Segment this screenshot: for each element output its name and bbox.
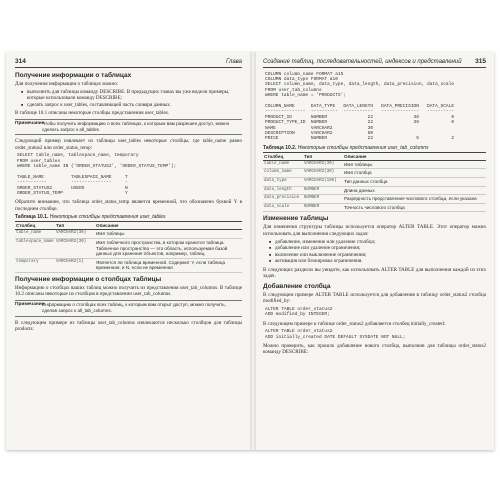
running-header-left: [15, 58, 242, 68]
paragraph: Следующий пример извлекает из таблицы user_tables некоторые столбцы, где table_name равно order_status2 или order_status_temp:: [15, 138, 242, 151]
page-number: 315: [475, 58, 486, 65]
code-listing: COLUMN column_name FORMAT a15 COLUMN data_type FORMAT a10 SELECT column_name, data_type, data_length, data_precision, data_scale FROM user_tab_columns WHERE table_name = 'PRODUCTS'; COLUMN_NAME DATA_TYPE DATA_LENGTH DATA_PRECISION DATA_SCALE --------------- ---------- ----------- -------------- ---------- PRODUCT_ID NUMBER 22 38 0 PRODUCT_TYPE_ID NUMBER 22 38 0 NAME VARCHAR2 30 DESCRIPTION VARCHAR2 50 PRICE NUMBER 22 5 2: [265, 71, 455, 142]
note-box: [15, 119, 242, 136]
note-label: Примечание: [15, 302, 45, 308]
bullet-item: ■ добавление, изменение или удаление столбца;: [269, 239, 486, 246]
bullet-list: [21, 89, 242, 109]
paragraph: Для изменения структуры таблицы используется оператор ALTER TABLE. Этот оператор можно использовать для выполнения следующих задач:: [263, 224, 486, 237]
page-number: 314: [15, 58, 26, 65]
table-row: [263, 186, 486, 195]
table-cell: VARCHAR2(30): [55, 230, 95, 239]
table-cell: Точность числового столбца: [343, 203, 486, 212]
table-cell: tablespace_name: [15, 238, 55, 258]
table-row: [263, 177, 486, 186]
table-row: [15, 230, 242, 239]
section-heading: Изменение таблицы: [263, 215, 329, 223]
table-header-cell: Описание: [343, 152, 486, 160]
table-cell: data_type: [263, 177, 303, 186]
paragraph: В таблице 10.1 описаны некоторые столбцы представления user_tables.: [15, 110, 170, 116]
table-cell: table_name: [15, 230, 55, 239]
table-cell: column_name: [263, 169, 303, 178]
paragraph: Можно проверить, как прошло добавление нового столбца, выполнив для таблицы order_status2 команду DESCRIBE:: [263, 342, 486, 356]
section-heading: Получение информации о таблицах: [15, 71, 132, 79]
table-cell: Тип данных столбца: [343, 177, 486, 186]
table-caption-number: Таблица 10.1.: [15, 214, 49, 221]
table-cell: data_length: [263, 186, 303, 195]
paragraph: Информацию о столбцах ваших таблиц можно получить из представления user_tab_columns. В таблице 10.2 описаны некоторые из столбцов в представлении user_tab_columns.: [15, 284, 242, 298]
table-cell: Имя табличного пространства, в котором хранится таблица. Табличное пространство — это область, используемая базой данных для хранения объектов, например, таблиц.: [95, 238, 242, 258]
columns-table: [15, 221, 242, 273]
table-header-cell: Тип: [303, 152, 343, 160]
table-cell: data_scale: [263, 203, 303, 212]
note-text: Информацию о столбцах всех таблиц, к которым вам открыт доступ, можно получить, сделав запрос к all_tab_columns.: [42, 302, 226, 314]
table-cell: NUMBER: [303, 186, 343, 195]
table-row: [263, 160, 486, 169]
code-listing: ALTER TABLE order_status2 ADD initially_created DATE DEFAULT SYSDATE NOT NULL;: [265, 329, 406, 340]
table-caption-text: Некоторые столбцы представления user_tables: [49, 214, 166, 221]
paragraph: В следующих разделах вы увидите, как использовать ALTER TABLE для выполнения каждой из этих задач.: [263, 266, 486, 280]
columns-table: [263, 152, 486, 213]
table-header-row: [263, 152, 486, 160]
bullet-item: ■ сделать запрос к user_tables, составляющей часть словаря данных.: [21, 102, 242, 109]
table-cell: data_precision: [263, 195, 303, 204]
bullet-item: ■ выполнить для таблицы команду DESCRIBE. В предыдущих главах вы уже видели примеры, которые использовали команду DESCRIBE;: [21, 89, 242, 102]
table-header-cell: Тип: [55, 222, 95, 230]
paragraph: В следующем примере к таблице order_status2 добавляется столбец initially_created:: [263, 320, 446, 327]
right-page: [256, 52, 494, 450]
running-header-right: [263, 58, 486, 68]
table-caption-number: Таблица 10.2.: [263, 144, 297, 151]
table-cell: NUMBER: [303, 203, 343, 212]
table-cell: Имя таблицы: [95, 230, 242, 239]
paragraph: В следующем примере ALTER TABLE используется для добавления в таблицу order_status2 столбца modified_by:: [263, 291, 486, 305]
paragraph: Обратите внимание, что таблица order_status_temp является временной, что обозначено буквой Y в последнем столбце.: [15, 199, 242, 212]
table-header-cell: Описание: [95, 222, 242, 230]
table-caption-text: Некоторые столбцы представления user_tab_columns: [297, 144, 429, 151]
note-text: Чтобы получить информацию о всех таблицах, к которым вам разрешен доступ, можно сделать запрос к all_tables.: [42, 121, 230, 132]
bullet-item: ■ активация или блокировка ограничения.: [269, 258, 486, 265]
table-cell: Имя таблицы: [343, 160, 486, 169]
table-cell: VARCHAR2(30): [55, 238, 95, 258]
table-row: [263, 169, 486, 178]
code-listing: SELECT table_name, tablespace_name, temporary FROM user_tables WHERE table_name IN ('ORDER_STATUS2', 'ORDER_STATUS_TEMP'); TABLE_NAME TABLESPACE_NAME T ----------- --------------- - ORDER_STATUS2 USERS N ORDER_STATUS_TEMP Y: [17, 153, 177, 196]
table-row: [263, 203, 486, 212]
paragraph: В следующем примере из таблицы user_tab_columns извлекаются несколько столбцов для таблицы products:: [15, 319, 242, 332]
table-cell: Является ли таблица временной. Содержит Y, если таблица временная, и N, если не временная: [95, 258, 242, 272]
code-listing: ALTER TABLE order_status2 ADD modified_by INTEGER;: [265, 306, 333, 318]
bullet-item: ■ включение или выключение ограничения;: [269, 252, 486, 259]
table-cell: table_name: [263, 160, 303, 169]
section-heading: Получение информации о столбцах таблицы: [15, 275, 162, 283]
table-caption: [15, 214, 242, 220]
table-cell: VARCHAR2(106): [303, 177, 343, 186]
table-cell: Разрядность представления числового столбца, если указана: [343, 195, 486, 204]
note-label: Примечание: [15, 121, 45, 126]
bullet-list: [269, 239, 486, 265]
paragraph: Для получения информации о таблицах можно:: [15, 80, 119, 87]
table-cell: Имя столбца: [343, 169, 486, 178]
table-header-cell: Столбец: [15, 222, 55, 230]
table-cell: Длина данных: [343, 186, 486, 195]
running-title: Глава: [225, 59, 242, 65]
table-cell: NUMBER: [303, 195, 343, 204]
table-row: [15, 238, 242, 258]
table-caption: [263, 145, 486, 151]
subsection-heading: Добавление столбца: [263, 282, 331, 290]
table-cell: VARCHAR2(30): [303, 160, 343, 169]
table-cell: VARCHAR2(1): [55, 258, 95, 272]
table-header-cell: Столбец: [263, 152, 303, 160]
running-title: Создание таблиц, последовательностей, индексов и представлений: [263, 59, 462, 65]
left-page: [6, 52, 250, 450]
table-row: [15, 258, 242, 272]
note-box: [15, 300, 242, 317]
table-header-row: [15, 222, 242, 230]
table-row: [263, 195, 486, 204]
table-cell: VARCHAR2(30): [303, 169, 343, 178]
table-cell: temporary: [15, 258, 55, 272]
bullet-item: ■ добавление или удаление ограничения;: [269, 245, 486, 252]
book-spread: [6, 52, 494, 450]
